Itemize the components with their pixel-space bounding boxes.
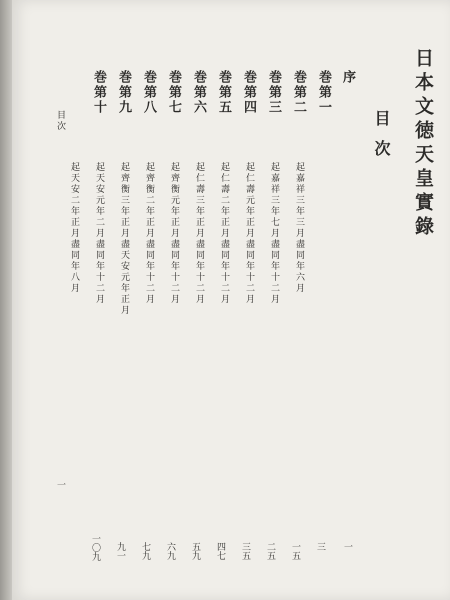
entry-era: 起齊衡元年正月盡同年十二月: [169, 162, 179, 305]
entry-page: 一五: [290, 542, 300, 560]
running-head: 目次: [55, 110, 65, 132]
entry-label: 巻第五: [216, 70, 231, 115]
entry-page: 一〇九: [90, 534, 100, 561]
entry-label: 序: [340, 70, 355, 85]
entry-label: 巻第三: [266, 70, 281, 115]
entry-page: 一: [342, 542, 352, 551]
book-page: [12, 0, 450, 600]
side-page-number: 一: [55, 480, 65, 491]
entry-page: 七九: [140, 542, 150, 560]
entry-label: 巻第七: [166, 70, 181, 115]
entry-page: 五九: [190, 542, 200, 560]
entry-era: 起齊衡三年正月盡天安元年正月: [119, 162, 129, 316]
entry-era: 起天安二年正月盡同年八月: [69, 162, 79, 294]
entry-era: 起嘉祥三年七月盡同年十二月: [269, 162, 279, 305]
entry-era: 起嘉祥三年三月盡同年六月: [294, 162, 304, 294]
entry-era: 起齊衡二年正月盡同年十二月: [144, 162, 154, 305]
entry-era: 起仁壽二年正月盡同年十二月: [219, 162, 229, 305]
entry-page: 四七: [215, 542, 225, 560]
entry-label: 巻第八: [141, 70, 156, 115]
entry-era: 起仁壽元年正月盡同年十二月: [244, 162, 254, 305]
entry-page: 九一: [115, 542, 125, 560]
entry-label: 巻第四: [241, 70, 256, 115]
entry-label: 巻第九: [116, 70, 131, 115]
toc-heading: 目次: [372, 110, 391, 170]
entry-page: 三: [315, 542, 325, 551]
entry-era: 起天安元年二月盡同年十二月: [94, 162, 104, 305]
entry-label: 巻第十: [91, 70, 106, 115]
entry-page: 三五: [240, 542, 250, 560]
entry-page: 二五: [265, 542, 275, 560]
entry-label: 巻第六: [191, 70, 206, 115]
entry-label: 巻第一: [316, 70, 331, 115]
book-gutter: [0, 0, 12, 600]
entry-label: 巻第二: [291, 70, 306, 115]
book-title: 日本文徳天皇實錄: [412, 48, 434, 240]
entry-era: 起仁壽三年正月盡同年十二月: [194, 162, 204, 305]
entry-page: 六九: [165, 542, 175, 560]
